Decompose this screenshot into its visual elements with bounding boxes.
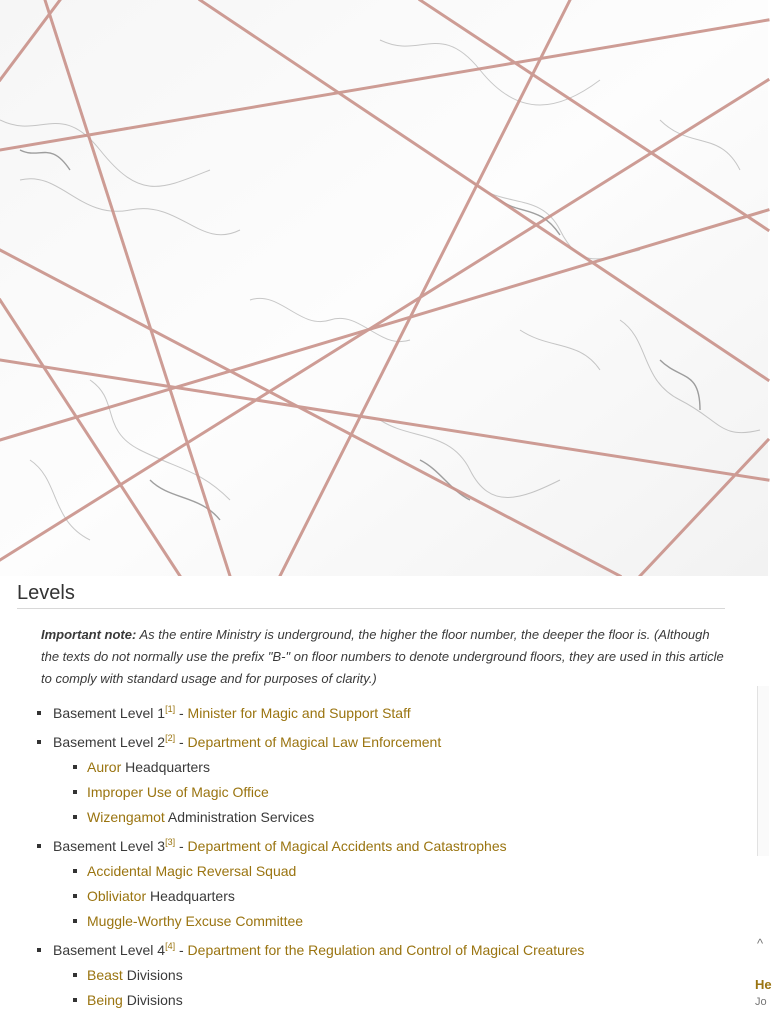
department-link[interactable]: Department of Magical Accidents and Catastrophes	[187, 838, 507, 854]
sidebar-heading-fragment[interactable]: He	[755, 977, 772, 992]
department-link[interactable]: Department of Magical Law Enforcement	[187, 734, 442, 750]
level-name: Basement Level 1	[53, 705, 166, 721]
list-item	[53, 758, 724, 776]
sub-list	[53, 862, 724, 930]
note-text: As the entire Ministry is underground, the higher the floor number, the deeper the floor is. (Although the texts do not normally use the prefix "B-" on floor numbers to denote underground floors, they are used in this article to comply with standard usage and for purposes of clarity.)	[41, 627, 724, 686]
list-item	[53, 966, 724, 984]
caret-icon[interactable]: ^	[757, 936, 764, 951]
department-link[interactable]: Department for the Regulation and Control of Magical Creatures	[187, 942, 585, 958]
level-name: Basement Level 4	[53, 942, 166, 958]
sub-list	[53, 966, 724, 1009]
office-link[interactable]: Improper Use of Magic Office	[87, 784, 269, 800]
reference-link[interactable]: [3]	[165, 837, 176, 847]
separator: -	[175, 734, 188, 750]
reference-link[interactable]: [1]	[165, 704, 176, 714]
separator: -	[175, 942, 188, 958]
levels-list	[34, 704, 724, 1020]
office-text: Headquarters	[146, 888, 235, 904]
office-link[interactable]: Obliviator	[87, 888, 147, 904]
office-link[interactable]: Muggle-Worthy Excuse Committee	[87, 913, 304, 929]
note-label: Important note:	[41, 627, 137, 642]
important-note	[41, 624, 731, 690]
office-text: Divisions	[122, 992, 183, 1008]
list-item	[53, 991, 724, 1009]
list-item-level-1	[34, 704, 724, 722]
sub-list	[53, 758, 724, 826]
list-item-level-4	[34, 941, 724, 1009]
reference-link[interactable]: [4]	[165, 941, 176, 951]
office-text: Divisions	[122, 967, 183, 983]
separator: -	[175, 838, 188, 854]
list-item	[53, 862, 724, 880]
list-item-level-2	[34, 733, 724, 826]
section-heading: Levels	[17, 582, 75, 604]
office-text: Administration Services	[164, 809, 315, 825]
office-link[interactable]: Beast	[87, 967, 123, 983]
list-item-level-3	[34, 837, 724, 930]
office-text: Headquarters	[121, 759, 210, 775]
list-item	[53, 887, 724, 905]
separator: -	[175, 705, 188, 721]
list-item	[53, 808, 724, 826]
sidebar-panel-edge	[757, 686, 769, 856]
department-link[interactable]: Minister for Magic and Support Staff	[187, 705, 411, 721]
office-link[interactable]: Accidental Magic Reversal Squad	[87, 863, 297, 879]
level-name: Basement Level 3	[53, 838, 166, 854]
heading-divider	[17, 608, 725, 609]
list-item	[53, 783, 724, 801]
level-name: Basement Level 2	[53, 734, 166, 750]
office-link[interactable]: Wizengamot	[87, 809, 165, 825]
reference-link[interactable]: [2]	[165, 733, 176, 743]
list-item	[53, 912, 724, 930]
office-link[interactable]: Auror	[87, 759, 122, 775]
article-content	[0, 576, 772, 1024]
sidebar-subtext-fragment: Jo	[755, 996, 767, 1008]
office-link[interactable]: Being	[87, 992, 123, 1008]
